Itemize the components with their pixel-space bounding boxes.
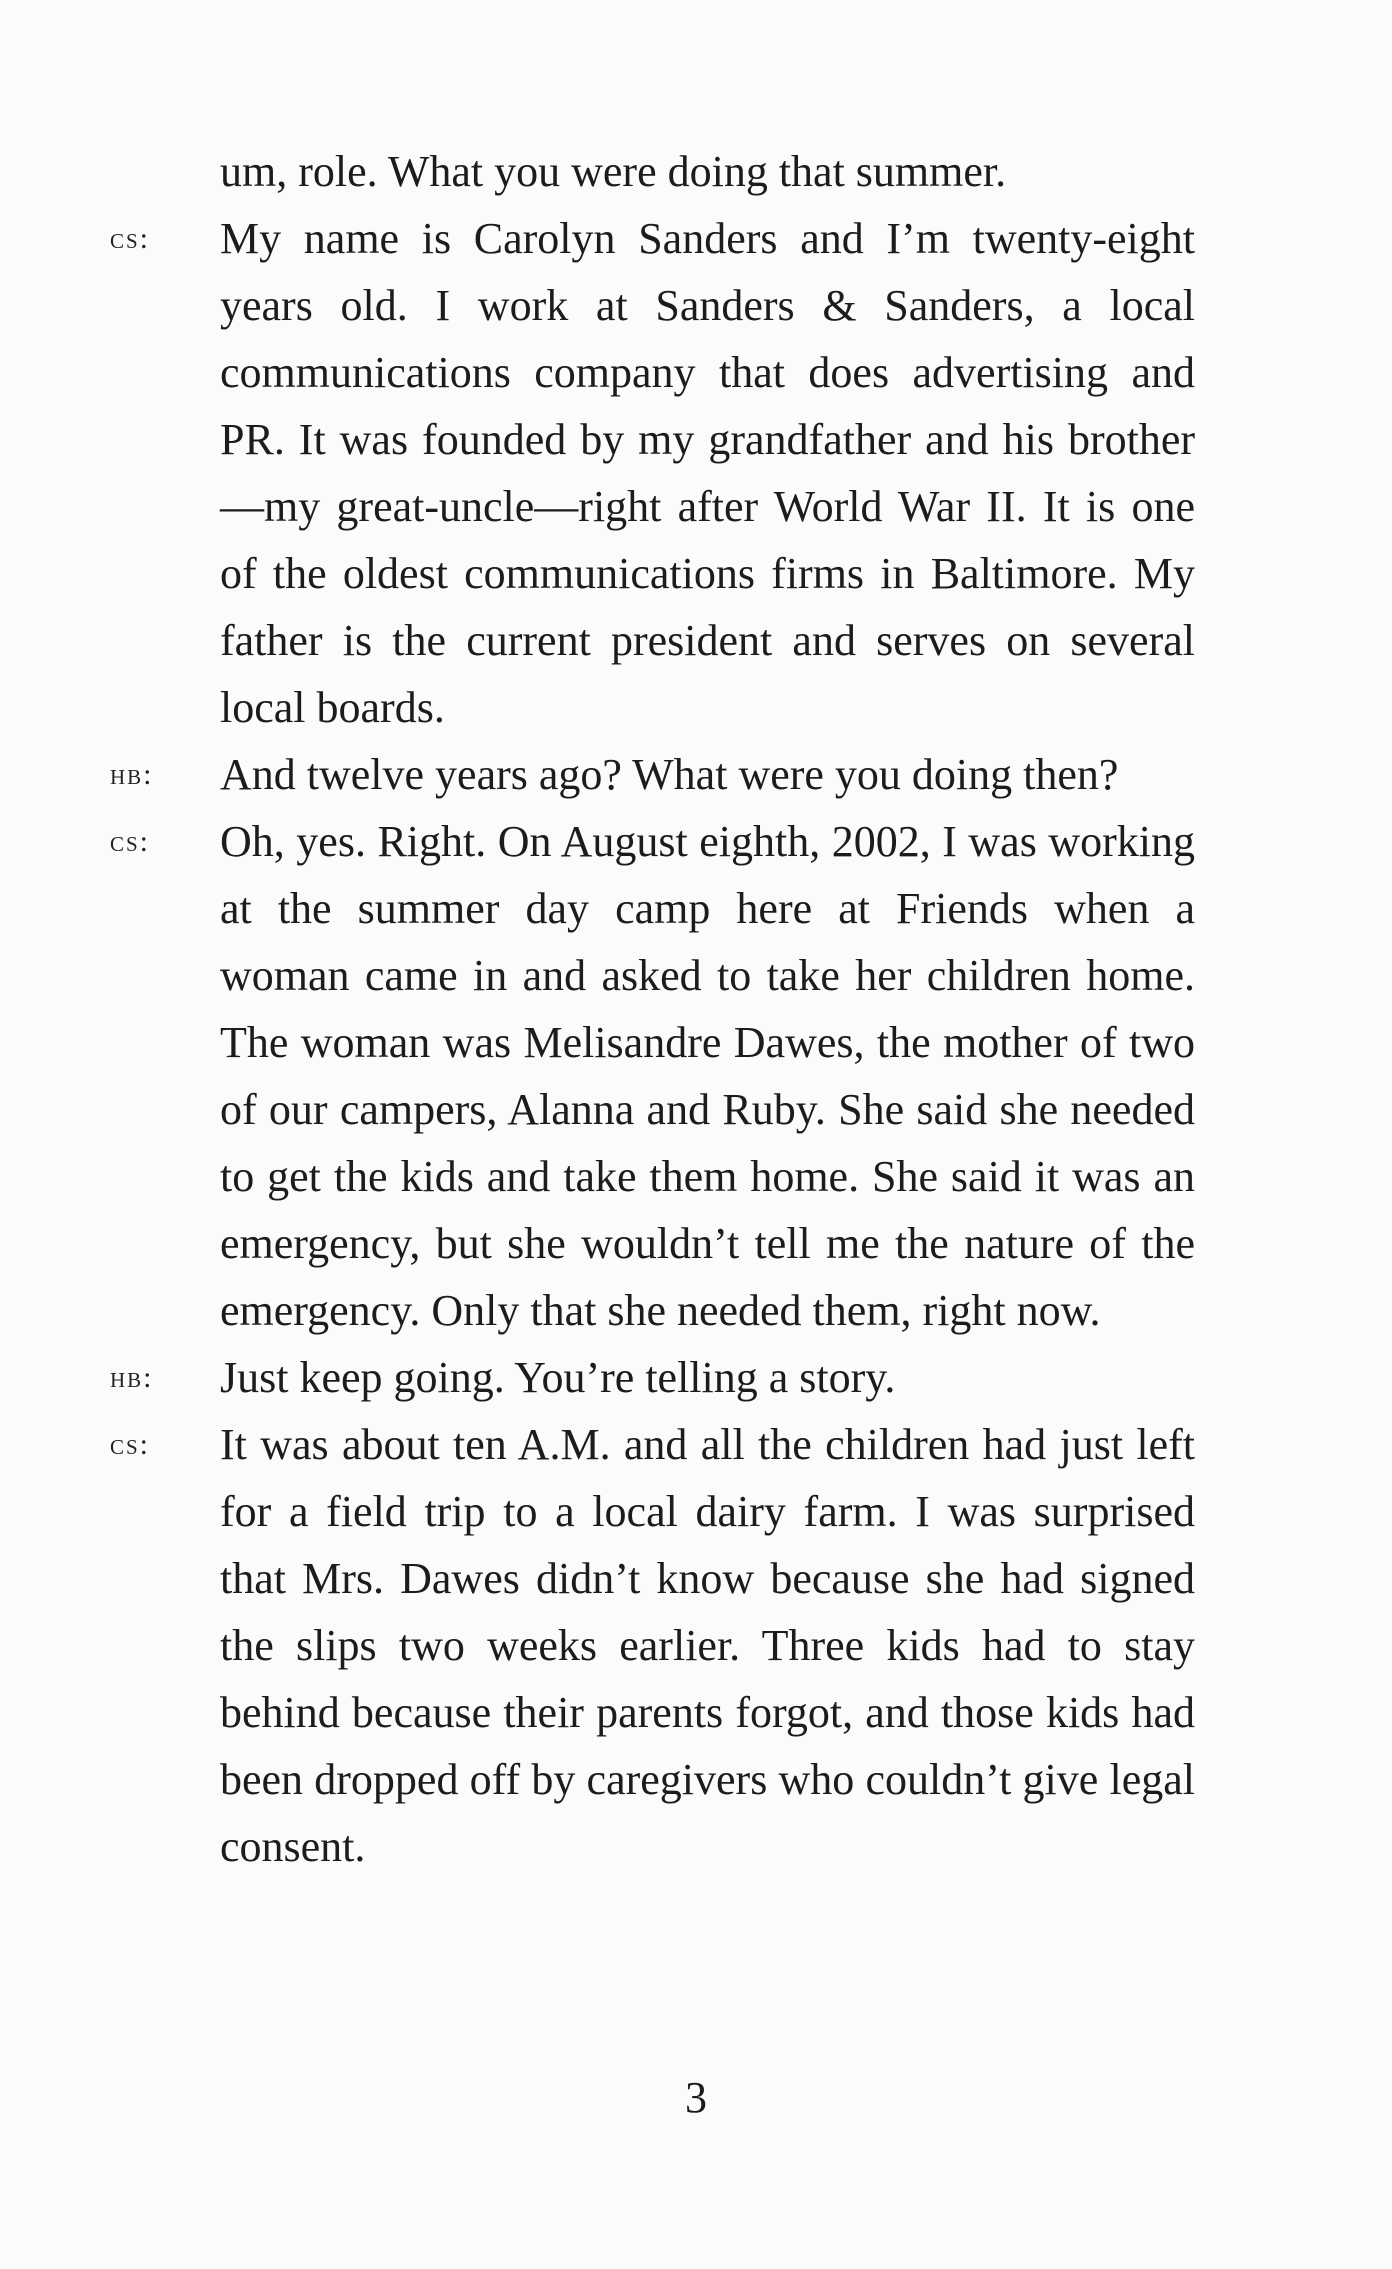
transcript-entry [110, 205, 1195, 741]
speaker-label: cs: [110, 1428, 151, 1461]
transcript-entry [110, 138, 1195, 205]
entry-text: Oh, yes. Right. On August eighth, 2002, I was working at the summer day camp here at Friends when a woman came in and asked to take her children home. The woman was Melisandre Dawes, the mother of two of our campers, Alanna and Ruby. She said she needed to get the kids and take them home. She said it was an emergency, but she wouldn’t tell me the nature of the emergency. Only that she needed them, right now. [220, 817, 1195, 1335]
entry-text: My name is Carolyn Sanders and I’m twenty-eight years old. I work at Sanders & Sanders, a local communications company that does advertising and PR. It was founded by my grandfather and his brother—my great-uncle—right after World War II. It is one of the oldest communications firms in Baltimore. My father is the current president and serves on several local boards. [220, 214, 1195, 732]
entry-text: um, role. What you were doing that summer. [220, 147, 1007, 196]
speaker-label: cs: [110, 825, 151, 858]
entry-text: Just keep going. You’re telling a story. [220, 1353, 896, 1402]
entry-text: It was about ten A.M. and all the children had just left for a field trip to a local dairy farm. I was surprised that Mrs. Dawes didn’t know because she had signed the slips two weeks earlier. Three kids had to stay behind because their parents forgot, and those kids had been dropped off by caregivers who couldn’t give legal consent. [220, 1420, 1195, 1871]
speaker-label: hb: [110, 1361, 154, 1394]
transcript-entry [110, 741, 1195, 808]
transcript-entry [110, 1344, 1195, 1411]
interview-transcript [110, 138, 1195, 1880]
transcript-entry [110, 1411, 1195, 1880]
transcript-entry [110, 808, 1195, 1344]
entry-text: And twelve years ago? What were you doing then? [220, 750, 1119, 799]
speaker-label: hb: [110, 758, 154, 791]
speaker-label: cs: [110, 222, 151, 255]
page-number: 3 [685, 2073, 707, 2122]
